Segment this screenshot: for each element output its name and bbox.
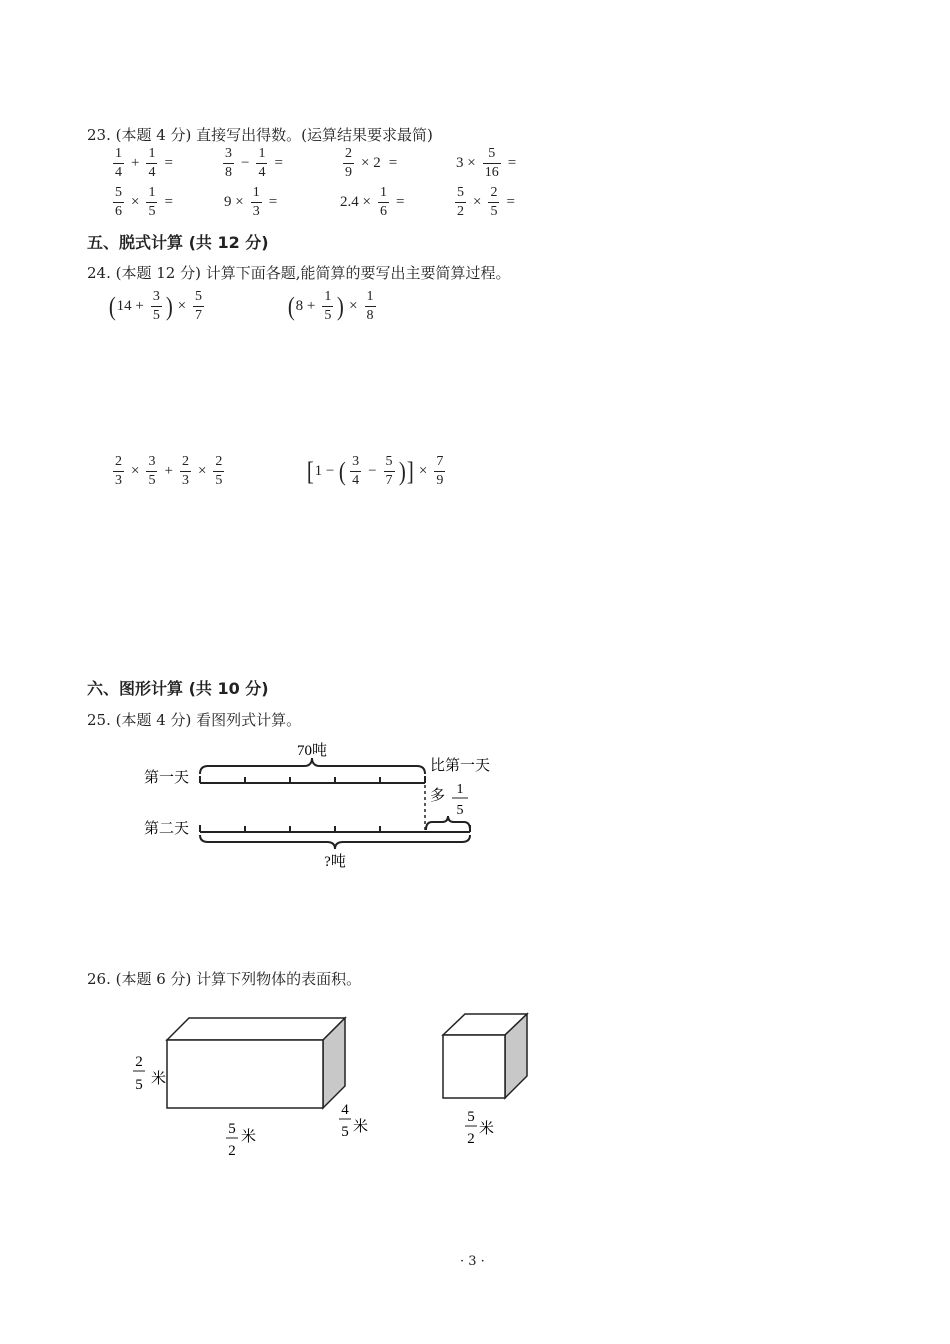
q23-problem-8: $\frac{5}{2}$ × $\frac{2}{5}$ = <box>457 185 515 219</box>
q26-title: 26. (本题 6 分) 计算下列物体的表面积。 <box>87 970 362 988</box>
q23-problem-5: $\frac{5}{6}$ × $\frac{1}{5}$ = <box>115 185 173 219</box>
q24-expr-1: ( 14 + $\frac{3}{5}$ ) × $\frac{5}{7}$ <box>108 289 203 323</box>
q25-line-diagram <box>140 738 520 878</box>
more-label: 多 <box>430 788 446 804</box>
more-frac-num: 1 <box>456 782 464 797</box>
q24-expr-2: ( 8 + $\frac{1}{5}$ ) × $\frac{1}{8}$ <box>287 289 374 323</box>
cube-edge-num: 5 <box>467 1109 475 1125</box>
cuboid-length-num: 5 <box>228 1121 236 1137</box>
section-5-title: 五、脱式计算 (共 12 分) <box>87 233 269 252</box>
cuboid-width-den: 5 <box>341 1124 349 1140</box>
cuboid-width-num: 4 <box>341 1102 349 1118</box>
q23-problem-7: 2.4 × $\frac{1}{6}$ = <box>340 185 405 219</box>
cube-edge-den: 2 <box>467 1131 475 1147</box>
cuboid-front-face <box>167 1040 323 1108</box>
cube-edge-unit: 米 <box>479 1121 495 1137</box>
bottom-label: ?吨 <box>324 854 346 870</box>
cuboid-top-face <box>167 1018 345 1040</box>
q24-title: 24. (本题 12 分) 计算下面各题,能简算的要写出主要简算过程。 <box>87 264 511 282</box>
page-number: · 3 · <box>460 1254 485 1269</box>
cuboid-height-unit: 米 <box>151 1071 167 1087</box>
more-frac-den: 5 <box>456 803 464 818</box>
q23-problem-3: $\frac{2}{9}$ × 2 = <box>345 146 398 180</box>
day1-label: 第一天 <box>144 770 190 786</box>
cuboid-length-unit: 米 <box>241 1129 257 1145</box>
cuboid-height-den: 5 <box>135 1077 143 1093</box>
cuboid-length-den: 2 <box>228 1143 236 1159</box>
cuboid-width-unit: 米 <box>353 1119 369 1135</box>
bottom-brace <box>200 835 470 849</box>
cuboid-height-num: 2 <box>135 1054 143 1070</box>
q24-expr-3: $\frac{2}{3}$ × $\frac{3}{5}$ + $\frac{2}{3}$ × $\frac{2}{5}$ <box>115 454 223 488</box>
extra-brace <box>426 816 470 830</box>
q23-title: 23. (本题 4 分) 直接写出得数。(运算结果要求最简) <box>87 126 433 144</box>
q24-expr-4: [ 1 − ( $\frac{3}{4}$ − $\frac{5}{7}$ ) ] × $\frac{7}{9}$ <box>306 454 444 488</box>
q23-problem-2: $\frac{3}{8}$ − $\frac{1}{4}$ = <box>225 146 283 180</box>
q23-problem-6: 9 × $\frac{1}{3}$ = <box>224 185 278 219</box>
cube-front-face <box>443 1035 505 1098</box>
q25-title: 25. (本题 4 分) 看图列式计算。 <box>87 711 302 729</box>
q23-problem-1: $\frac{1}{4}$ + $\frac{1}{4}$ = <box>115 146 173 180</box>
day2-label: 第二天 <box>144 821 190 837</box>
top-brace <box>200 758 425 774</box>
compare-label: 比第一天 <box>430 758 491 774</box>
q26-solids-diagram <box>125 1010 545 1170</box>
top-label-70: 70吨 <box>296 743 328 759</box>
section-6-title: 六、图形计算 (共 10 分) <box>87 679 269 698</box>
q23-problem-4: 3 × $\frac{5}{16}$ = <box>456 146 517 180</box>
